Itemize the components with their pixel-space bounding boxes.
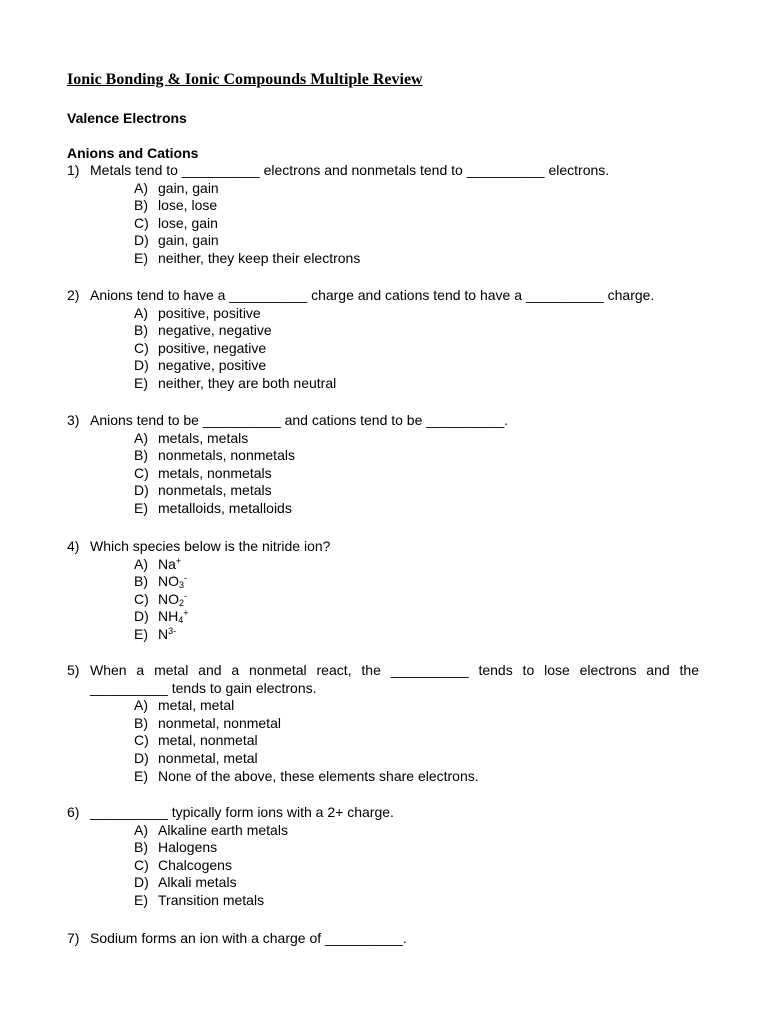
answer-option-b[interactable] — [67, 715, 699, 733]
option-letter: B) — [134, 322, 148, 339]
question-number: 3) — [67, 412, 80, 428]
page-title: Ionic Bonding & Ionic Compounds Multiple Review — [67, 71, 423, 88]
option-letter: E) — [134, 891, 148, 908]
answer-options — [67, 430, 699, 518]
option-text: nonmetals, nonmetals — [158, 447, 295, 464]
question-number: 6) — [67, 804, 80, 820]
answer-option-a[interactable] — [67, 697, 699, 715]
option-text: Transition metals — [158, 891, 265, 908]
option-letter: C) — [134, 590, 149, 607]
option-letter: A) — [134, 555, 148, 572]
option-letter: C) — [134, 214, 149, 231]
option-letter: C) — [134, 464, 149, 481]
option-letter: C) — [134, 339, 149, 356]
question-5 — [67, 662, 699, 785]
option-letter: E) — [134, 249, 148, 266]
question-6 — [67, 804, 699, 910]
answer-option-c[interactable] — [67, 591, 699, 609]
question-text: Metals tend to __________ electrons and nonmetals tend to __________ electrons. — [90, 162, 610, 178]
answer-option-d[interactable] — [67, 874, 699, 892]
answer-option-b[interactable] — [67, 573, 699, 591]
chemical-formula: $NO_3^-$ — [158, 573, 188, 591]
option-letter: D) — [134, 232, 149, 249]
option-text: metals, nonmetals — [158, 464, 272, 481]
answer-options — [67, 822, 699, 910]
option-letter: A) — [134, 179, 148, 196]
answer-options — [67, 556, 699, 644]
question-number: 4) — [67, 538, 80, 554]
option-text: gain, gain — [158, 179, 219, 196]
answer-option-d[interactable] — [67, 232, 699, 250]
answer-option-d[interactable] — [67, 608, 699, 626]
question-2 — [67, 287, 699, 393]
option-text: None of the above, these elements share electrons. — [158, 767, 479, 784]
option-text: gain, gain — [158, 232, 219, 249]
question-number: 5) — [67, 662, 80, 678]
answer-option-e[interactable] — [67, 375, 699, 393]
option-letter: E) — [134, 767, 148, 784]
option-letter: A) — [134, 821, 148, 838]
option-text: nonmetal, nonmetal — [158, 714, 281, 731]
question-4 — [67, 538, 699, 644]
question-text-continued: __________ tends to gain electrons. — [90, 679, 317, 696]
option-letter: A) — [134, 429, 148, 446]
option-letter: D) — [134, 749, 149, 766]
answer-option-e[interactable] — [67, 250, 699, 268]
chemical-formula: $N^{3-}$ — [158, 625, 177, 642]
option-text: metal, nonmetal — [158, 732, 258, 749]
answer-option-a[interactable] — [67, 305, 699, 323]
answer-option-e[interactable] — [67, 768, 699, 786]
option-text: nonmetal, metal — [158, 749, 258, 766]
option-text: metals, metals — [158, 429, 249, 446]
chemical-formula: Na+ — [158, 555, 182, 572]
option-letter: C) — [134, 856, 149, 873]
option-letter: B) — [134, 573, 148, 590]
question-text: Which species below is the nitride ion? — [90, 538, 331, 554]
answer-option-a[interactable] — [67, 180, 699, 198]
question-text: When a metal and a nonmetal react, the __________ tends to lose electrons and the — [90, 662, 699, 678]
answer-option-d[interactable] — [67, 357, 699, 375]
question-1 — [67, 162, 699, 268]
option-letter: E) — [134, 625, 148, 642]
option-text: neither, they are both neutral — [158, 374, 337, 391]
answer-option-e[interactable] — [67, 500, 699, 518]
answer-option-c[interactable] — [67, 465, 699, 483]
answer-option-b[interactable] — [67, 197, 699, 215]
question-text: Anions tend to be __________ and cations tend to be __________. — [90, 412, 509, 428]
option-letter: D) — [134, 357, 149, 374]
option-letter: D) — [134, 874, 149, 891]
answer-option-c[interactable] — [67, 857, 699, 875]
answer-options — [67, 697, 699, 785]
question-text: __________ typically form ions with a 2+ charge. — [90, 804, 394, 820]
section-heading-anions-cations: Anions and Cations — [67, 145, 199, 161]
option-letter: E) — [134, 499, 148, 516]
option-letter: B) — [134, 447, 148, 464]
option-letter: C) — [134, 732, 149, 749]
section-heading-valence: Valence Electrons — [67, 110, 187, 126]
option-text: nonmetals, metals — [158, 482, 272, 499]
option-text: Alkaline earth metals — [158, 821, 288, 838]
option-text: metalloids, metalloids — [158, 499, 292, 516]
question-text: Sodium forms an ion with a charge of __________. — [90, 930, 407, 946]
option-letter: D) — [134, 608, 149, 625]
option-text: negative, negative — [158, 322, 272, 339]
answer-options — [67, 305, 699, 393]
option-text: lose, gain — [158, 214, 218, 231]
answer-option-d[interactable] — [67, 482, 699, 500]
answer-option-e[interactable] — [67, 892, 699, 910]
option-letter: B) — [134, 197, 148, 214]
option-text: Chalcogens — [158, 856, 232, 873]
question-7 — [67, 930, 699, 948]
answer-option-d[interactable] — [67, 750, 699, 768]
option-text: Alkali metals — [158, 874, 237, 891]
answer-option-e[interactable] — [67, 626, 699, 644]
answer-option-b[interactable] — [67, 839, 699, 857]
option-text: lose, lose — [158, 197, 218, 214]
answer-option-a[interactable] — [67, 556, 699, 574]
answer-option-a[interactable] — [67, 430, 699, 448]
question-number: 2) — [67, 287, 80, 303]
answer-option-b[interactable] — [67, 322, 699, 340]
chemical-formula: $NO_2^-$ — [158, 590, 188, 608]
option-letter: D) — [134, 482, 149, 499]
option-text: positive, positive — [158, 304, 261, 321]
question-3 — [67, 412, 699, 518]
question-text: Anions tend to have a __________ charge and cations tend to have a __________ charge. — [90, 287, 655, 303]
option-letter: B) — [134, 839, 148, 856]
option-text: metal, metal — [158, 697, 235, 714]
answer-option-c[interactable] — [67, 340, 699, 358]
option-text: Halogens — [158, 839, 218, 856]
option-text: neither, they keep their electrons — [158, 249, 361, 266]
chemical-formula: $NH_4^+$ — [158, 608, 189, 626]
answer-options — [67, 180, 699, 268]
question-number: 1) — [67, 162, 80, 178]
option-letter: A) — [134, 304, 148, 321]
answer-option-c[interactable] — [67, 215, 699, 233]
option-letter: B) — [134, 714, 148, 731]
answer-option-b[interactable] — [67, 447, 699, 465]
option-text: negative, positive — [158, 357, 267, 374]
option-letter: E) — [134, 374, 148, 391]
answer-option-c[interactable] — [67, 732, 699, 750]
answer-option-a[interactable] — [67, 822, 699, 840]
option-text: positive, negative — [158, 339, 267, 356]
question-number: 7) — [67, 930, 80, 946]
option-letter: A) — [134, 697, 148, 714]
